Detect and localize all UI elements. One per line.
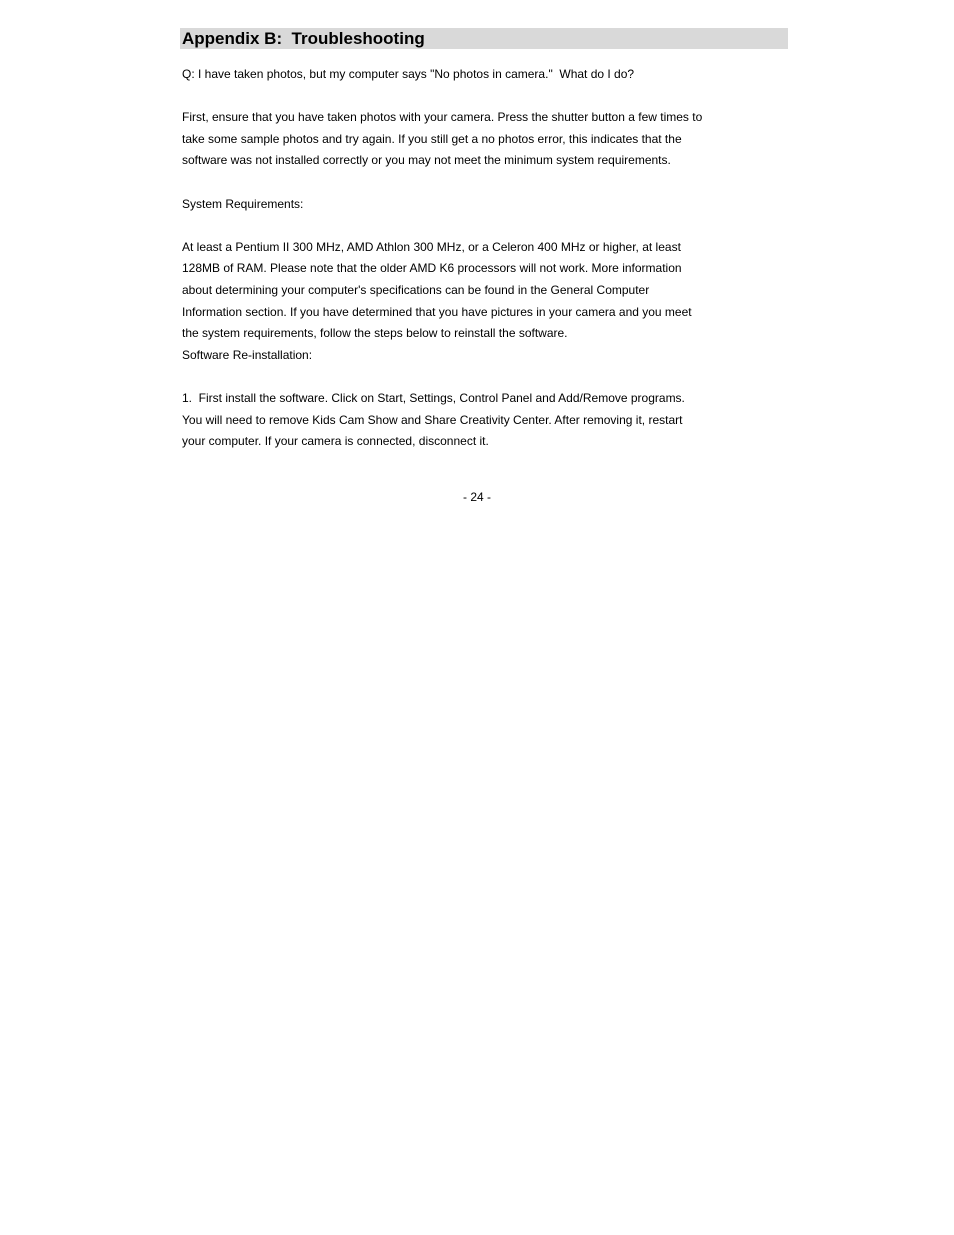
reinstall-label: Software Re-installation: [182,347,313,362]
question-text: Q: I have taken photos, but my computer says "No photos in camera." What do I do? [182,67,635,81]
page-content [182,64,742,453]
system-requirements-label: System Requirements: [182,196,304,211]
section-heading-bar [180,28,788,49]
spacer [182,86,742,108]
answer-line: software was not installed correctly or you may not meet the minimum system requirements. [182,153,671,168]
spacer [182,172,742,194]
requirements-line: 128MB of RAM. Please note that the older AMD K6 processors will not work. More information [182,261,682,276]
step-1-line: You will need to remove Kids Cam Show and Share Creativity Center. After removing it, restart [182,412,683,427]
step-1-line: 1. First install the software. Click on Start, Settings, Control Panel and Add/Remove programs. [182,390,685,405]
page-number: - 24 - [462,490,491,504]
section-heading: Appendix B: Troubleshooting [182,29,425,48]
spacer [182,366,742,388]
requirements-line: about determining your computer's specifications can be found in the General Computer [182,282,650,297]
answer-line: take some sample photos and try again. If you still get a no photos error, this indicates that the [182,131,682,146]
answer-line: First, ensure that you have taken photos with your camera. Press the shutter button a few times to [182,110,703,125]
requirements-line: the system requirements, follow the steps below to reinstall the software. [182,326,568,341]
step-1-line: your computer. If your camera is connected, disconnect it. [182,434,489,449]
requirements-line: Information section. If you have determined that you have pictures in your camera and you meet [182,304,692,319]
spacer [182,215,742,237]
requirements-line: At least a Pentium II 300 MHz, AMD Athlon 300 MHz, or a Celeron 400 MHz or higher, at least [182,239,681,254]
